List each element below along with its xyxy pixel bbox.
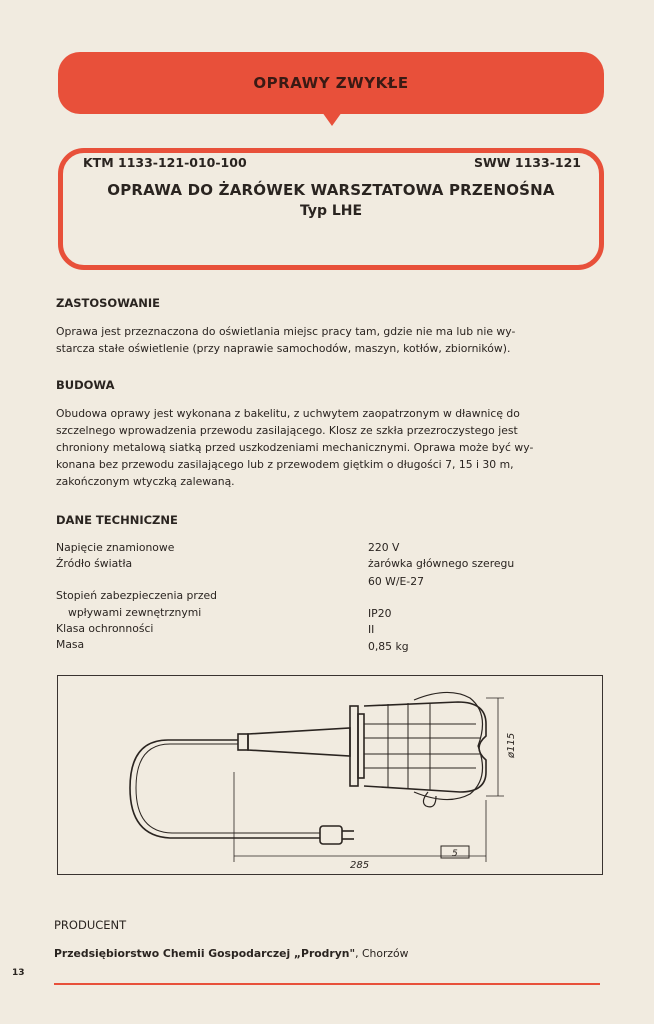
text-line: konana bez przewodu zasilającego lub z przewodem giętkim o długości 7, 15 i 30 m, [56,458,514,471]
spec-label: Źródło światła [56,557,133,570]
category-banner [58,52,604,114]
text-line: szczelnego wprowadzenia przewodu zasilającego. Klosz ze szkła przezroczystego jest [56,424,518,437]
producent-name: Przedsiębiorstwo Chemii Gospodarczej „Prodryn" [54,947,356,960]
section-title-budowa: BUDOWA [56,378,115,392]
page-number: 13 [12,968,25,978]
guard-cage [364,702,486,792]
spec-label: Klasa ochronności [56,622,154,635]
text-line: Obudowa oprawy jest wykonana z bakelitu, z uchwytem zaopatrzonym w dławnicę do [56,407,520,420]
text-line: Oprawa jest przeznaczona do oświetlania miejsc pracy tam, gdzie nie ma lub nie wy- [56,325,516,338]
ktm-code: KTM 1133-121-010-100 [83,155,247,170]
sww-code: SWW 1133-121 [473,155,581,170]
text-line: starcza stałe oświetlenie (przy naprawie samochodów, maszyn, kotłów, zbiorników). [56,342,511,355]
producent-city: , Chorzów [355,947,409,960]
text-line: zakończonym wtyczką zalewaną. [56,475,235,488]
spec-label: Stopień zabezpieczenia przed [56,589,217,602]
dim-diameter: ø115 [506,732,517,758]
cable-outline [130,740,320,838]
technical-drawing [57,675,603,875]
product-type: Typ LHE [299,203,363,219]
spec-label: Masa [56,638,85,651]
spec-label: wpływami zewnętrznymi [68,606,202,619]
hook [423,792,436,807]
handle-cone [248,728,350,756]
spec-value: 220 V [368,541,400,554]
handle-collar [350,706,358,786]
spec-value: II [368,623,375,636]
product-title-box [58,148,604,270]
category-title: OPRAWY ZWYKŁE [253,74,409,92]
section-title-dane: DANE TECHNICZNE [56,513,178,527]
banner-pointer [322,112,342,126]
spec-label: Napięcie znamionowe [56,541,175,554]
producent-text [54,947,409,960]
cable-inner [136,744,320,833]
gland [238,734,248,750]
dim-length: 285 [350,860,370,871]
lamp-drawing [58,676,602,874]
plug-body [320,826,342,844]
spec-value: 0,85 kg [368,640,409,653]
budowa-text [56,405,606,490]
section-title-zastosowanie: ZASTOSOWANIE [56,296,161,310]
product-title: OPRAWA DO ŻARÓWEK WARSZTATOWA PRZENOŚNA [107,181,555,199]
producent-title: PRODUCENT [54,918,127,932]
spec-value: IP20 [368,607,392,620]
text-line: chroniony metalową siatką przed uszkodzeniami mechanicznymi. Oprawa może być wy- [56,441,534,454]
spec-value: żarówka głównego szeregu [368,557,515,570]
spec-value: 60 W/E-27 [368,575,424,588]
ref-box-label: 5 [452,849,458,859]
bottom-rule [54,983,600,985]
zastosowanie-text [56,323,606,357]
